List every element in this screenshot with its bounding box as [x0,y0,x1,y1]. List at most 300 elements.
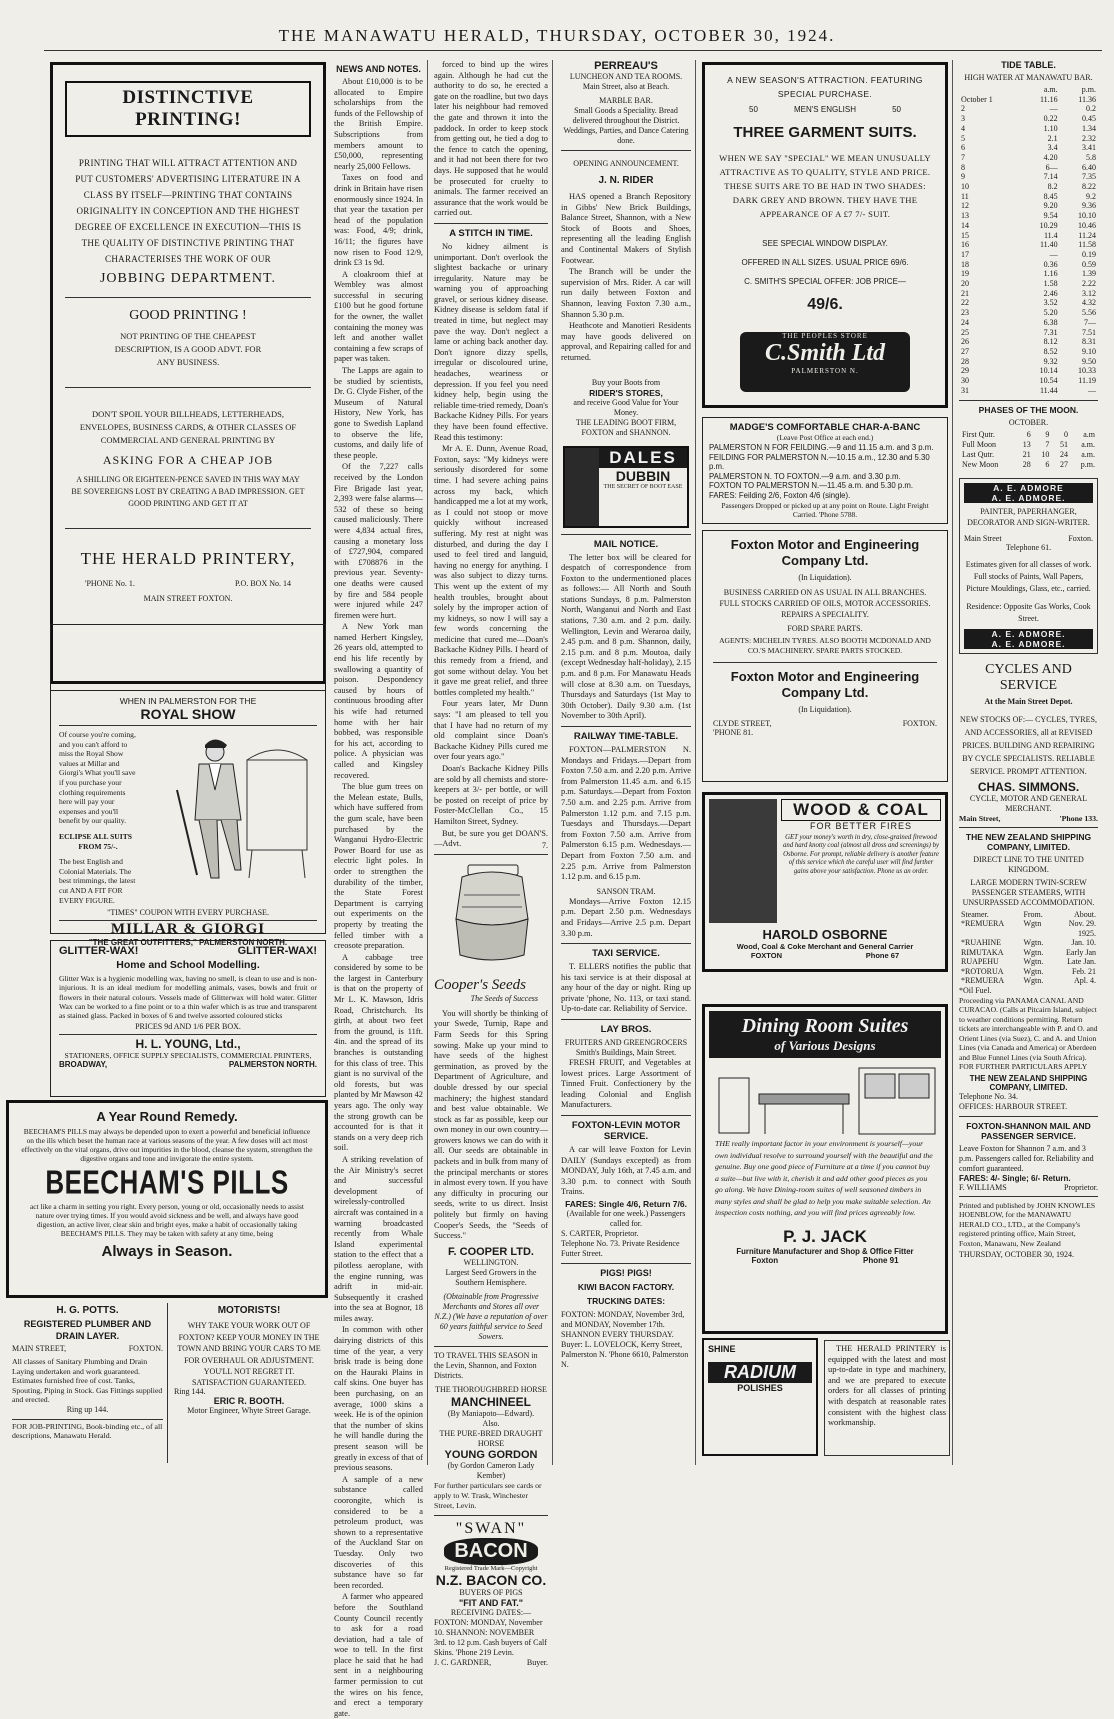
mail-title: MAIL NOTICE. [593,538,659,550]
ship-body [959,919,1098,986]
tide-row-cell: 17 [961,249,969,259]
moon-row [959,440,1098,450]
ship-row-cell: Wgtn. [1023,976,1044,985]
royal-show-title: ROYAL SHOW [59,706,317,726]
royal-show-panel [50,690,326,948]
tide-row [959,163,1098,173]
moon-sub: OCTOBER. [1008,417,1049,427]
bacon-logo [434,1538,548,1565]
madge-lines [709,443,941,501]
radium-sub: POLISHES [737,1383,783,1393]
divider [561,943,691,944]
news-paragraph: In common with other dairying districts of this time of the year, a very brisk trade is being done on the Hauraki Plains in calf skins. One buyer has been purchasing, on an average, 1000 skins a week. He is of the opinion that the number of skins he will handle during the present season will be greatly in excess of that of previous seasons. [334,1325,423,1473]
foxton-motor-liq: (In Liquidation). [798,573,852,582]
tide-row-cell: 11.58 [1078,240,1096,250]
cooper-firm: F. COOPER LTD. [448,1245,534,1258]
beecham-body2: act like a charm in setting you right. Every person, young or old, occasionally needs to assist nature over trying times. If you would avoid sickness and be well, and always have good digestion, an active liver, clear skin and bright eyes, make a habit of occasionally taking BEECHAM'S PILLS. They may be taken with safety at any time, being [29,1202,304,1238]
news-paragraph: Taxes on food and drink in Britain have risen enormously since 1924. In that year the taxation per head of the population was: Food, 4/9; drink, 16/11; the figures have now risen to Food 12/9, drink £3 1s 9d. [334,173,423,268]
nz-bacon: N.Z. BACON CO. [435,1571,547,1588]
madge-line: FARES: Feilding 2/6, Foxton 4/6 (single). [709,490,851,500]
csmith-window: SEE SPECIAL WINDOW DISPLAY. [762,239,888,248]
foxton-motor-title: Foxton Motor and Engineering Company Ltd. [730,537,920,568]
divider [959,827,1098,828]
tide-row [959,114,1098,124]
ship-header-cell: About. [1074,909,1096,919]
tide-row [959,172,1098,182]
tide-row [959,366,1098,376]
tide-row [959,279,1098,289]
madge-title: MADGE'S COMFORTABLE CHAR-A-BANC [729,422,921,433]
tide-row-cell: 6.38 [1043,317,1058,327]
osborne-right: Phone 67 [865,951,900,960]
news-paragraph: A farmer who appeared before the Southland County Council recently to ask for a road deviation, had a tale of woe to tell. In the first place he said that he had sent in a neighbouring farmer permission to cut the wires on his fence, and erect a temporary gate. [334,1592,423,1718]
tide-table [959,85,1098,396]
printery-note-body [828,1344,946,1429]
tide-row [959,269,1098,279]
masthead: THE MANAWATU HERALD, THURSDAY, OCTOBER 30, 1924. [278,26,836,45]
beecham-ad [6,1100,328,1298]
printery-note [824,1340,950,1456]
news-paragraph: Of the 7,227 calls received by the London Fire Brigade last year, 2,393 were false alarms—532 of these so being caused maliciously. There were 4,834 actual fires, causing a monetary loss of £727,904, compared with £708876 in the previous year. Seventy-one deaths were caused by fire and 584 people were injured while 247 firemen were hurt. [334,462,423,620]
tide-row [959,347,1098,357]
cycles-body: NEW STOCKS OF:— CYCLES, TYRES, AND ACCESSORIES, all at REVISED PRICES. BUILDING AND REPAIRING BY CYCLE SPECIALISTS. RELIABLE SERVICE. PROMPT ATTENTION. [960,714,1097,776]
foxton-motor-body: BUSINESS CARRIED ON AS USUAL IN ALL BRANCHES. FULL STOCKS CARRIED OF OILS, MOTOR ACCESSORIES. REPAIRS A SPECIALITY. [719,588,931,619]
ship-row-cell: Wgtn. [1023,966,1044,976]
draught-breed: THE PURE-BRED DRAUGHT HORSE [439,1428,543,1448]
tide-row-cell: 4.32 [1082,298,1096,308]
motorists-ring: Ring 144. [174,1386,206,1396]
tide-row-cell: 2.46 [1043,288,1058,298]
beecham-body1: BEECHAM'S PILLS may always be depended upon to exert a powerful and beneficial influence on the ills which beset the human race at various seasons of the year. A few doses will act most effectively on the vital organs, drive out impurities in the blood, cleanse the system, strengthen the digestive organs and tone and invigorate the entire system. [21,1127,313,1163]
nzsc-large: LARGE MODERN TWIN-SCREW PASSENGER STEAMERS, WITH UNSURPASSED ACCOMMODATION. [962,877,1095,907]
divider [959,400,1098,401]
times-coupon: "TIMES" COUPON WITH EVERY PURCHASE. [107,908,269,918]
admore-ad [959,478,1098,654]
trucking: TRUCKING DATES: [586,1296,666,1306]
perreau-sub: LUNCHEON AND TEA ROOMS. [569,72,683,81]
news-wrapper [334,60,428,1718]
printery-note-text: THE HERALD PRINTERY is equipped with the latest and most up-to-date in type and machinery, and we are prepared to execute orders for all classes of printing with despatch at reasonable rates consistent with the highest class workmanship. [828,1344,946,1428]
news-continued [434,60,548,219]
news-paragraph: About £10,000 is to be allocated to Empire scholarships from the funds of the Fellowship of the British Empire. Subscriptions from members amount to £50,000, representing nearly 25,000 Fellows. [334,77,423,171]
tide-row-cell: 27 [961,346,969,356]
tide-row-cell: 2.32 [1082,133,1096,143]
ship-row [959,929,1098,939]
tide-row-cell: 7.31 [1043,327,1058,337]
tide-row-cell: 1.39 [1082,269,1096,279]
tide-title: TIDE TABLE. [1001,60,1056,70]
foxton-motor-left: CLYDE STREET, [713,719,772,728]
tide-row-cell: 9.50 [1082,356,1096,366]
glitter-title-right: GLITTER-WAX! [237,945,317,957]
news-paragraphs [334,77,423,1719]
news-paragraph: A cabbage tree considered by some to be the largest in Canterbury is that on the property of Mr L. K. Mawson, Idris Road, Christchurch. Its girth, at about two feet from the ground, is 11ft. 4in. and the spread of its branches is outstanding for this class of tree. This giant is no survival of the old forests, but was planted by Mr Mawson 42 years ago. The only way the strong growth can be accounted for is that it stands on a very deep rich soil. [334,952,423,1153]
tide-row-cell: 10.33 [1078,366,1096,376]
fsmail-title: FOXTON-SHANNON MAIL AND PASSENGER SERVICE. [966,1120,1091,1141]
young-gordon: YOUNG GORDON [444,1448,538,1461]
tide-row [959,221,1098,231]
coopers-body-text: You will shortly be thinking of your Swede, Turnip, Rape and Farm Seeds for this Spring sowing. Make up your mind to have seeds of the highest germination, as proved by the Department of Agriculture, and double dressed by our special machinery; the highest standard and best value obtainable. We stock as far as possible, keep our own money in our own country—growers knows we can do with it all. Our seeds are obtainable in packets and in bulk from many of the principal merchants or stores in almost every town. If you have any difficulty in procuring our seeds, write to us direct. Insist politely but firmly on having Cooper's Seeds, the "Seeds of Success." [434,1008,548,1241]
bacon-logo-text: BACON [444,1538,537,1565]
tide-row-cell: 13 [961,211,969,221]
madge-line: FEILDING FOR PALMERSTON N.—10.15 a.m., 12.30 and 5.30 p.m. [709,452,930,472]
ship-row [959,976,1098,986]
wood-body: GET your money's worth in dry, close-grained firewood and hard knotty coal (almost all dross and screenings) by Osborne. For prompt, reliable delivery is another feature of this service which the careful user will find further gains above your satisfaction. Phone us an order. [782,834,940,875]
tide-row-cell: 0.36 [1043,259,1058,269]
tide-row-cell: 8.22 [1082,182,1096,192]
young-sub: STATIONERS, OFFICE SUPPLY SPECIALISTS, COMMERCIAL PRINTERS, [64,1051,312,1061]
tide-row [959,143,1098,153]
distinctive-title: DISTINCTIVE PRINTING! [65,81,311,137]
ship-row-cell: RUAPEHU [961,957,999,966]
tide-row-cell: 4 [961,123,965,133]
tide-row-cell: — [1088,385,1096,395]
ship-row-cell: Feb. 21 [1072,966,1096,976]
tide-row-cell: 15 [961,230,969,240]
moon-row-cell: 10 [1041,449,1050,459]
tide-row-cell: 23 [961,308,969,318]
tide-row-cell: 28 [961,356,969,366]
tide-row-cell: 8 [961,162,965,172]
dining-sub: of Various Designs [774,1038,876,1053]
potts-trade: REGISTERED PLUMBER AND DRAIN LAYER. [23,1319,152,1341]
imprint-date: THURSDAY, OCTOBER 30, 1924. [959,1250,1074,1259]
potts-ad [8,1303,168,1463]
levin-fares-sub: (Available for one week.) Passengers called for. [566,1209,686,1228]
tide-row-cell: 7— [1084,317,1096,327]
madge-line: PALMERSTON N FOR FEILDING.—9 and 11.15 a.m. and 3 p.m. [709,443,934,452]
tide-row-cell: 24 [961,317,969,327]
foxton-motor-right: FOXTON. [902,719,937,728]
ship-row-cell [1021,929,1053,939]
booth-sub: Motor Engineer, Whyte Street Garage. [187,1405,311,1415]
admore-name: A. E. ADMORE [964,483,1093,493]
csmith-body: WHEN WE SAY "SPECIAL" WE MEAN UNUSUALLY ATTRACTIVE AS TO QUALITY, STYLE AND PRICE. THESE SUITS ARE TO BE HAD IN TWO SHADES: DARK GREY AND BROWN. THEY HAVE THE APPEARANCE OF A £7 7/- SUIT. [719,153,931,219]
divider [959,1116,1098,1117]
glitter-title-left: GLITTER-WAX! [59,945,139,957]
eclipse-suits: ECLIPSE ALL SUITS [59,831,133,841]
tide-row-cell: 6.40 [1082,162,1096,172]
nzsc-direct: DIRECT LINE TO THE UNITED KINGDOM. [973,854,1084,874]
glitter-prices: PRICES 9d AND 1/6 PER BOX. [135,1022,241,1032]
tide-row-cell: 5.20 [1043,308,1058,318]
radium-ad [702,1338,818,1456]
tide-row-cell: 26 [961,337,969,347]
sanson-body [561,897,691,939]
tide-row-cell: 9.32 [1043,356,1058,366]
masthead-rule [44,50,1102,51]
moon-row-cell: 9 [1045,429,1050,439]
radium-brand: RADIUM [708,1362,812,1383]
dining-title: Dining Room Suites [741,1015,909,1037]
jobprinting-note: FOR JOB-PRINTING, Book-binding etc., of all descriptions, Manawatu Herald. [12,1419,163,1441]
csmith-logo-text: C.Smith Ltd [764,340,886,366]
ship-table [959,910,1098,986]
levin-fares: FARES: Single 4/6, Return 7/6. [565,1199,687,1209]
pigs: PIGS! PIGS! [600,1268,652,1278]
tide-row-cell: 19 [961,269,969,279]
tide-row-cell: 1.34 [1082,123,1096,133]
cooper-city: WELLINGTON. [463,1257,519,1267]
moon-row-cell: a.m [1083,429,1095,439]
motorists-ad [170,1303,328,1463]
lay-title: LAY BROS. [600,1024,652,1036]
tide-row-cell: 9.20 [1043,201,1058,211]
admore-body: Estimates given for all classes of work. Full stocks of Paints, Wall Papers, Picture Mouldings, Glass, etc., carried. [965,559,1092,593]
tide-row [959,298,1098,308]
ship-row-cell [959,929,1021,939]
stitch-body [434,242,548,850]
lay-body-text: FRESH FRUIT, and Vegetables at lowest prices. Large Assortment of Tinned Fruit. Confectionery by the leading Colonial and English Manufacturers. [561,1058,691,1110]
tide-body [959,95,1098,396]
tide-row-cell: 0.45 [1082,114,1096,124]
booth-name: ERIC R. BOOTH. [213,1395,285,1406]
ship-row [959,967,1098,977]
admore-name4: A. E. ADMORE. [964,639,1093,649]
moon-row-cell: 7 [1045,439,1050,449]
tide-header-cell: p.m. [1081,85,1096,94]
ship-header-cell: From. [1023,909,1043,919]
tide-row-cell: 12 [961,201,969,211]
tide-row-cell: 2 [961,104,965,114]
osborne-left: FOXTON [750,951,782,960]
admore-phone: Telephone 61. [1005,542,1052,552]
simmons-left: Main Street, [959,813,1001,823]
csmith-ad [702,62,948,408]
foxton-motor-liq2: (In Liquidation). [798,705,852,714]
moon-row [959,450,1098,460]
royal-show-body: Of course you're coming, and you can't afford to miss the Royal Show values at Millar and Giorgi's What you'll save if you purchase your clothing requirements here will pay your expenses and you'll benefit by our quality. [59,730,136,826]
opening: OPENING ANNOUNCEMENT. [573,159,679,168]
tide-row [959,134,1098,144]
madge-ad [702,417,948,524]
potts-ring: Ring up 144. [66,1404,109,1414]
moon-row-cell: a.m. [1081,449,1095,459]
rider-value: and receive Good Value for Your Money. [573,397,679,417]
young-name: H. L. YOUNG, Ltd., [59,1034,317,1051]
tide-sub: HIGH WATER AT MANAWATU BAR. [964,73,1093,82]
fsmail-role: Proprietor. [1064,1182,1098,1192]
levin-title: FOXTON-LEVIN MOTOR SERVICE. [571,1120,681,1143]
eclipse-price: FROM 75/-. [78,841,118,851]
tide-header-cell: a.m. [1043,85,1058,94]
tide-row-cell: 3.41 [1082,143,1096,153]
coopers-body [434,1009,548,1242]
admore-name3: A. E. ADMORE. [964,629,1093,639]
tide-row-cell: 11.44 [1039,385,1058,395]
railway-title: RAILWAY TIME-TABLE. [573,731,679,742]
tide-row-cell: 10.46 [1078,220,1096,230]
rider-body-1: HAS opened a Branch Repository in Gibbs' New Brick Buildings, Balance Street, Shannon, with a New Stock of Boots and Shoes, representing all the leading English and Continental Makers of Stylish Footwear. [561,192,691,265]
coopers-logo: Cooper's Seeds [434,976,526,993]
moon-row-cell: p.m. [1080,459,1095,469]
ship-row-cell: Early Jan [1066,947,1096,957]
csmith-line1: A NEW SEASON'S ATTRACTION. FEATURING SPECIAL PURCHASE. [727,75,923,99]
tide-row-cell: 9.36 [1082,201,1096,211]
admore-trade: PAINTER, PAPERHANGER, DECORATOR AND SIGN-WRITER. [967,506,1090,527]
csmith-title: THREE GARMENT SUITS. [733,124,917,141]
wood-coal-ad [702,792,948,972]
royal-show-heading: WHEN IN PALMERSTON FOR THE [119,696,257,706]
osborne-trade: Wood, Coal & Coke Merchant and General Carrier [736,942,914,951]
tide-row-cell: 9.54 [1043,211,1058,221]
news-paragraph: A striking revelation of the Air Ministry's secret and successful development of wirelessly-controlled aircraft was contained in a warning broadcasted recently from Whale Island experimental station to the effect that a pilotless aeroplane, with the engine running, was adrift in mid-air. Subsequently it crashed into the sea at Bognor, 18 miles away. [334,1154,423,1323]
tide-row [959,231,1098,241]
csmith-price: 49/6. [807,296,843,313]
glitter-sub: Home and School Modelling. [116,959,260,971]
asking-cheap: ASKING FOR A CHEAP JOB [102,453,274,467]
mail-body [561,553,691,723]
moon-row-cell: 27 [1060,459,1069,469]
tide-row-cell: 8.2 [1047,182,1058,192]
dales-name: DALES [599,448,687,468]
dining-body: THE really important factor in your environment is yourself—your own individual resolve to surround yourself with the beautiful and the genuine. Buy one good piece of Furniture at a time if you cannot buy a suite—but live with it, cherish it and add other good pieces as you go along. We have Dining-room suites of well seasoned timbers in many styles and shall be glad to help you make suitable selection. An inspection costs nothing, and you will find prices agreeably low. [715,1139,933,1217]
ship-row-cell: Wgtn. [1023,938,1044,947]
foxton-motor-phone: 'PHONE 81. [713,728,754,737]
csmith-store: THE PEOPLES STORE [782,332,868,340]
tide-row [959,386,1098,396]
tide-row-cell: 0.19 [1082,249,1096,259]
printery-name: THE HERALD PRINTERY, [80,549,296,568]
tide-row [959,337,1098,347]
simmons-trade: CYCLE, MOTOR AND GENERAL MERCHANT. [969,793,1088,813]
tide-row [959,182,1098,192]
stitch-paragraph: Four years later, Mr Dunn says: "I am pleased to tell you that I have had no return of my old complaint since Doan's Backache Kidney Pills cured me over four years ago." [434,699,548,762]
tide-header-cell [959,85,1021,95]
tide-row-cell: 29 [961,366,969,376]
swan-name: "SWAN" [455,1519,527,1537]
ship-header-cell: Steamer. [961,909,989,919]
carter: S. CARTER, Proprietor. [561,1229,639,1238]
cooper-obtain: (Obtainable from Progressive Merchants and Stores all over N.Z.) (We have a reputation of over 60 years faithful service to Seed Sowers. [434,1291,548,1341]
tide-row [959,95,1098,105]
cycles-depot: At the Main Street Depot. [984,696,1073,706]
taxi-body-text: T. ELLERS notifies the public that his taxi service is at their disposal at any hour of the day or night. Ring up private 'phone, No. 113, or taxi stand. Up-to-date car. Reliability of Service. [561,962,691,1014]
swan-receiving: RECEIVING DATES:— [450,1607,532,1617]
tide-row-cell: 6 [961,143,965,153]
news-paragraph: A New York man named Herbert Kingsley, 26 years old, attempted to end his life recently by swallowing a quantity of poison. Despondency caused by hours of continuous brooding after his wife had returned home with her hair bobbed, was responsible for his act, according to police. A physician was called and Kingsley recovered. [334,622,423,780]
divider [65,387,311,388]
tide-row-cell: 3.52 [1043,298,1058,308]
swan-body: FOXTON: MONDAY, November 10. SHANNON: NOVEMBER 3rd. to 12 p.m. Cash buyers of Calf Skins. 'Phone 219 Levin. [434,1617,547,1657]
rider-name: J. N. RIDER [598,175,654,186]
moon-row-cell: 51 [1060,439,1069,449]
tide-row-cell: 14 [961,220,969,230]
coopers-illustration [434,859,548,977]
tide-row-cell: 0.22 [1043,114,1058,124]
dont-spoil: DON'T SPOIL YOUR BILLHEADS, LETTERHEADS, ENVELOPES, BUSINESS CARDS, & OTHER CLASSES OF COMMERCIAL AND GENERAL PRINTING BY [79,409,297,445]
tide-row-cell: 8.45 [1043,191,1058,201]
wood-sub: FOR BETTER FIRES [809,821,912,831]
ship-row [959,938,1098,948]
moon-table [959,430,1098,470]
marble-bar: MARBLE BAR. [599,96,653,105]
madge-foot: Passengers Dropped or picked up at any point on Route. Light Freight Carried. 'Phone 5788. [721,500,929,519]
moon-row-cell: 0 [1064,429,1069,439]
royal-show-best: The best English and Colonial Materials. The best trimmings, the latest cut AND A FIT FOR EVERY FIGURE. [59,857,136,905]
tide-row-cell: 7.51 [1082,327,1096,337]
news-paragraph: A cloakroom thief at Wembley was almost successful in securing £100 but he good fortune for the owner, the wallet containing the money was left and another wallet containing a few scraps of paper was taken. [334,269,423,364]
perreau-title: PERREAU'S [594,60,658,72]
dales-pic [565,448,599,526]
swan-agent: J. C. GARDNER, [434,1657,492,1667]
tide-row-cell: 8.52 [1043,346,1058,356]
tide-row-cell: 7.14 [1043,172,1058,182]
divider [713,662,937,663]
divider [561,726,691,727]
fsmail-fares: FARES: 4/- Single; 6/- Return. [959,1173,1071,1183]
ship-row [959,948,1098,958]
tide-row-cell: 10.14 [1039,366,1058,376]
tide-row-cell: 5 [961,133,965,143]
manchineel-body: For further particulars see cards or apply to W. Trask, Winchester Street, Levin. [434,1480,542,1510]
foxton-motor-ford: FORD SPARE PARTS. [787,624,863,633]
ship-row-cell: Nov. 29. [1068,919,1096,928]
moon-row-cell: 24 [1060,449,1069,459]
tide-row-cell: 11.24 [1078,230,1096,240]
tide-row-cell: 10 [961,182,969,192]
tide-row-cell: 3.4 [1047,143,1058,153]
nzsc-body: Proceeding via PANAMA CANAL AND CURACAO. (Calls at Pitcairn Island, subject to weather conditions permitting. Return tickets are interchangeable with P. and O. and Orient Lines (via Suez), C. and A. and Union Lines (via Canada and America) or Aberdeen and Blue Funnel Lines (via South Africa). FOR FURTHER PARTICULARS APPLY [959,995,1098,1071]
beecham-heading: A Year Round Remedy. [96,1109,238,1124]
madge-line: PALMERSTON N. TO FOXTON.—9 a.m. and 3.30 p.m. [709,471,901,481]
printery-street: MAIN STREET FOXTON. [143,594,233,603]
motorists-body: WHY TAKE YOUR WORK OUT OF FOXTON? KEEP YOUR MONEY IN THE TOWN AND BRING YOUR CARS TO ME FOR OVERHAUL OR ADJUSTMENT. YOU'LL NOT REGRET IT. [177,1321,321,1376]
tide-row-cell: 0.59 [1082,259,1096,269]
col3 [557,60,696,1465]
potts-body: All classes of Sanitary Plumbing and Drain Laying undertaken and work guaranteed. Estimates furnished free of cost. Tanks, Spouting, Piping in Stock. Gas Fittings supplied and erected. [12,1357,163,1404]
moon-row-cell: Last Qutr. [962,449,994,459]
tide-row-cell: 9 [961,172,965,182]
csmith-sizes: OFFERED IN ALL SIZES. USUAL PRICE 69/6. [741,258,909,267]
foxton-motor-agents: AGENTS: MICHELIN TYRES. ALSO BOOTH MCDONALD AND CO.'S MACHINERY. SPARE PARTS STOCKED. [719,636,931,655]
admore-res: Residence: Opposite Gas Works, Cook Street. [966,601,1091,623]
moon-row-cell: 28 [1022,459,1031,469]
tide-row-cell: 9.2 [1086,191,1096,201]
nzsc-tel: Telephone No. 34. [959,1091,1018,1101]
tide-row [959,192,1098,202]
manchineel-breed: THE THOROUGHBRED HORSE [435,1384,547,1394]
young-left: BROADWAY, [59,1060,108,1070]
cooper-largest: Largest Seed Growers in the Southern Hemisphere. [445,1267,537,1287]
csmith-logo [740,332,910,392]
manchineel-intro: TO TRAVEL THIS SEASON in the Levin, Shannon, and Foxton Districts. [434,1350,538,1380]
tide-row-cell: 11.19 [1078,376,1096,386]
rider-body [561,192,691,364]
tide-header [959,85,1098,95]
stitch-paragraph: No kidney ailment is unimportant. Don't overlook the slightest backache or urinary irregularity. Nature may be warning you of approaching gravel, or serious kidney disease. Kidney disease is seldom fatal if treated in time, but neglect may pave the way. Don't neglect a lame or aching back another day. Don't ignore dizzy spells, irregular or discoloured urine, headaches, weariness or depression. If you feel you need kidney help, begin using the reliable time-tried remedy, Doan's Backache Kidney Pills. For years they have been found effective. Read this testimony: [434,241,548,442]
tide-row [959,104,1098,114]
shilling-note: A SHILLING OR EIGHTEEN-PENCE SAVED IN THIS WAY MAY BE SOVEREIGNS LOST BY CREATING A BAD IMPRESSION. GET GOOD PRINTING AND GET IT AT [71,475,305,508]
mail-body-text: The letter box will be cleared for despatch of correspondence from Foxton to the undermentioned places as follows:— All North and South stations Sundays, 8 p.m. Palmerston North, Wanganui and North and East stations, 7.30 a.m. and 2 p.m. daily. Wellington, Levin and Weraroa daily, 2.45 p.m. and 8 p.m. Shannon, daily, 2.15 p.m. and 8 p.m. Moutoa, daily (except Wednesday half-holiday), 2.15 p.m. and 8 p.m. For Manawatu Heads will close at 8.30 a.m. on Tuesdays, Thursdays and Saturdays (1st May to 30th October). Daily 9.30 a.m. (1st November to 30th April). [561,552,691,721]
sanson-body-text: Mondays—Arrive Foxton 12.15 p.m. Depart 2.50 p.m. Wednesdays and Fridays—Arrive 2.5 p.m. Depart 3.30 p.m. [561,896,691,938]
moon-row-cell: New Moon [962,459,999,469]
tide-row [959,201,1098,211]
motorists-title: MOTORISTS! [217,1305,281,1316]
tide-row-cell: 20 [961,279,969,289]
moon-body [959,430,1098,470]
divider [434,1515,548,1516]
stitch-paragraph: But, be sure you get DOAN'S.—Advt. [434,828,548,849]
tide-row-cell: 9.10 [1082,346,1096,356]
jack-left: Foxton [751,1255,779,1265]
moon-row-cell: 21 [1022,449,1031,459]
csmith-mid: MEN'S ENGLISH [794,105,856,114]
admore-name2: A. E. ADMORE. [964,493,1093,503]
tide-row-cell: 31 [961,385,969,395]
ship-row-cell: *ROTORUA [961,966,1004,976]
nzsc-title: THE NEW ZEALAND SHIPPING COMPANY, LIMITED. [965,831,1092,852]
